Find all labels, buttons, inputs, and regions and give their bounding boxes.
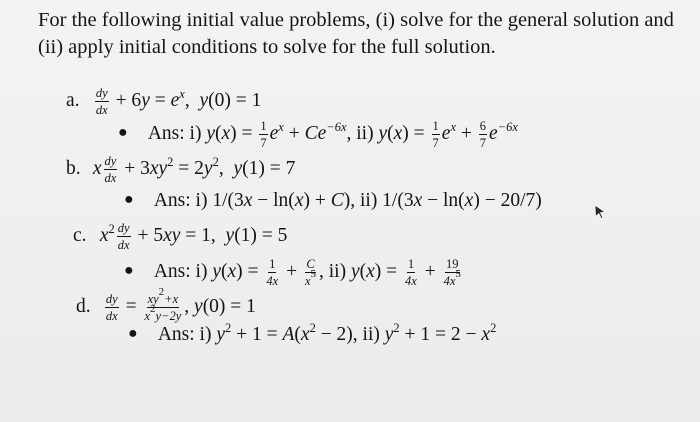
answer-prefix: Ans: — [147, 122, 185, 144]
equation: x $\frac{dy}{dx}$ + $3xy^2 = 2y^2$, y(1) = 7 — [92, 154, 296, 185]
problem-label: d. — [76, 295, 91, 317]
answer-d — [128, 322, 496, 347]
answer-math: i) $y^2 + 1 = A(x^2 - 2)$, ii) $y^2 + 1 = 2 - x^2$ — [199, 321, 497, 345]
bullet-icon: ● — [128, 325, 138, 342]
answer-b — [124, 188, 542, 213]
problem-c — [73, 221, 287, 252]
answer-a — [118, 119, 518, 150]
answer-math: i) y(x) = $\frac{1}{4x}$ + $\frac{C}{x^5}$ , ii) y(x) = $\frac{1}{4x}$ + $\frac{19}{4x^5}$ — [195, 257, 461, 288]
problem-a — [66, 86, 261, 117]
answer-prefix: Ans: — [157, 324, 195, 345]
equation: $\frac{dy}{dx}$ + $6y = e^x$, y(0) = 1 — [95, 86, 262, 117]
problem-label: c. — [73, 224, 87, 246]
mouse-pointer-icon — [594, 204, 606, 220]
answer-math: i) y(x) = $\frac{1}{7}$ $e^x + Ce^{-6x}$, ii) y(x) = $\frac{1}{7}$ $e^x$ + $\frac{6}{7}$ $e^{-6x}$ — [189, 119, 518, 150]
problem-b — [66, 154, 295, 185]
problem-d — [76, 286, 256, 323]
instructions-text: For the following initial value problems, (i) solve for the general solution and (ii) apply initial conditions to solve for the full solution. — [38, 9, 674, 58]
answer-prefix: Ans: — [153, 260, 191, 282]
bullet-icon: ● — [124, 261, 134, 279]
answer-c — [124, 257, 464, 288]
answer-math: i) 1/(3x − ln(x) + C), ii) 1/(3x − ln(x) − 20/7) — [195, 190, 542, 211]
bullet-icon: ● — [124, 191, 134, 208]
bullet-icon: ● — [118, 123, 128, 141]
equation: $\frac{dy}{dx}$ = $\frac{xy^2+x}{x^2y-2y}$ , y(0) = 1 — [105, 286, 256, 323]
answer-prefix: Ans: — [153, 190, 191, 211]
problem-label: b. — [66, 157, 81, 179]
problem-label: a. — [66, 89, 80, 111]
equation: $x^2$ $\frac{dy}{dx}$ + 5xy = 1, y(1) = 5 — [99, 221, 288, 252]
